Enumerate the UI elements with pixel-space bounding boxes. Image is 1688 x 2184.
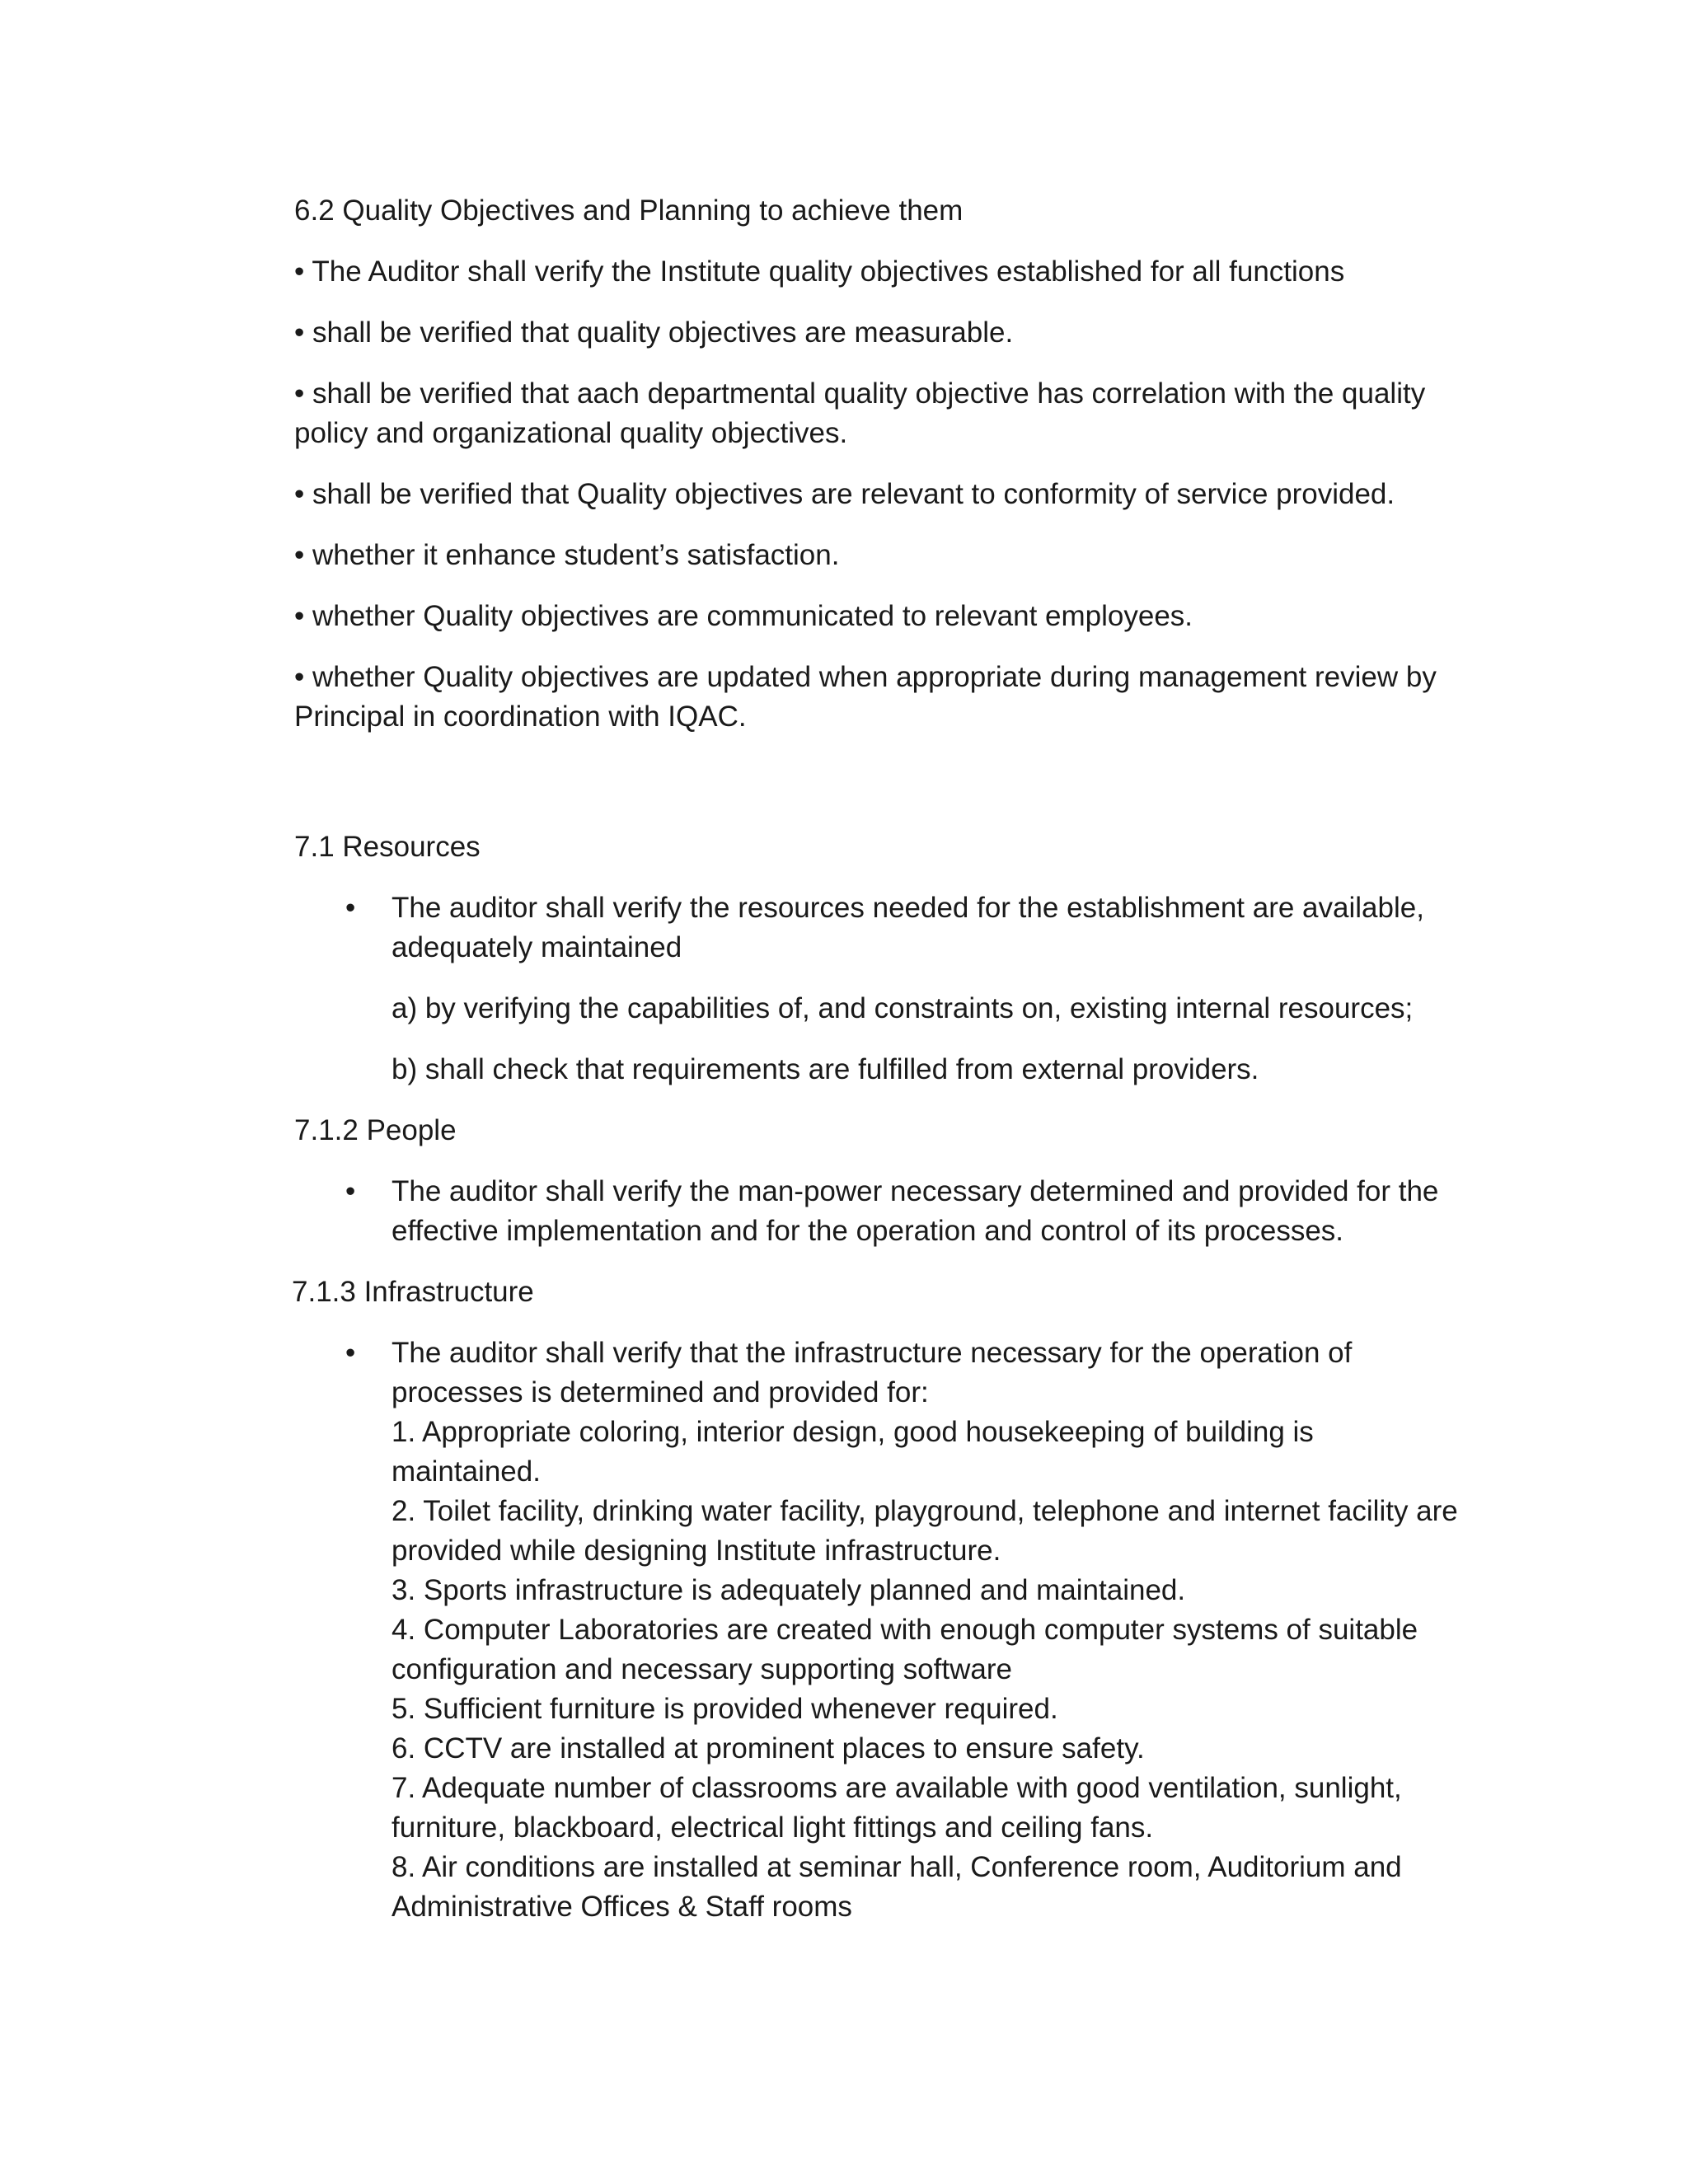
section-6-2-bullet-1: • The Auditor shall verify the Institute quality objectives established for all functions: [294, 255, 1345, 288]
section-6-2-bullet-7: • whether Quality objectives are updated when appropriate during management review by Principal in coordination with IQAC.: [294, 661, 1437, 733]
section-6-2-bullet-2: • shall be verified that quality objectives are measurable.: [294, 316, 1014, 349]
section-7-1-2-bullet-text: The auditor shall verify the man-power necessary determined and provided for the effective implementation and for the operation and control of its processes.: [392, 1175, 1439, 1247]
section-7-1-heading: 7.1 Resources: [294, 831, 481, 863]
list-item: [294, 888, 1465, 968]
infrastructure-item-2: 2. Toilet facility, drinking water facility, playground, telephone and internet facility are provided while designing Institute infrastructure.: [392, 1495, 1458, 1567]
bullet-icon: •: [345, 1175, 356, 1207]
section-6-2-heading: 6.2 Quality Objectives and Planning to achieve them: [294, 194, 964, 227]
section-7-1-2-list: [294, 1172, 1465, 1251]
infrastructure-item-6: 6. CCTV are installed at prominent places to ensure safety.: [392, 1732, 1145, 1765]
infrastructure-item-3: 3. Sports infrastructure is adequately planned and maintained.: [392, 1574, 1186, 1606]
section-7-1-bullet-text: The auditor shall verify the resources needed for the establishment are available, adequately maintained: [392, 892, 1424, 963]
bullet-icon: •: [345, 1337, 356, 1369]
infrastructure-item-7: 7. Adequate number of classrooms are available with good ventilation, sunlight, furniture, blackboard, electrical light fittings and ceiling fans.: [392, 1772, 1402, 1844]
section-7-1-sub-a: a) by verifying the capabilities of, and constraints on, existing internal resources;: [392, 992, 1414, 1024]
section-6-2-bullet-6: • whether Quality objectives are communicated to relevant employees.: [294, 600, 1193, 632]
section-7-1-sub-b: b) shall check that requirements are fulfilled from external providers.: [392, 1053, 1259, 1085]
infrastructure-item-5: 5. Sufficient furniture is provided whenever required.: [392, 1693, 1058, 1725]
section-7-1-2-heading: 7.1.2 People: [294, 1114, 457, 1146]
section-7-1-3-list: [294, 1333, 1465, 1927]
section-6-2-bullet-3: • shall be verified that aach departmental quality objective has correlation with the quality policy and organizational quality objectives.: [294, 377, 1426, 449]
list-item: [294, 1333, 1465, 1927]
bullet-icon: •: [345, 892, 356, 924]
list-item: [294, 1172, 1465, 1251]
section-7-1-3-heading: 7.1.3 Infrastructure: [292, 1276, 534, 1308]
section-7-1-list: [294, 888, 1465, 968]
section-7-1-3-bullet-text: The auditor shall verify that the infrastructure necessary for the operation of processes is determined and provided for:: [392, 1337, 1353, 1408]
infrastructure-item-1: 1. Appropriate coloring, interior design, good housekeeping of building is maintained.: [392, 1416, 1314, 1488]
infrastructure-item-8: 8. Air conditions are installed at seminar hall, Conference room, Auditorium and Administrative Offices & Staff rooms: [392, 1851, 1402, 1923]
infrastructure-item-4: 4. Computer Laboratories are created with enough computer systems of suitable configuration and necessary supporting software: [392, 1614, 1418, 1685]
section-6-2-bullet-5: • whether it enhance student’s satisfaction.: [294, 539, 840, 571]
section-6-2-bullet-4: • shall be verified that Quality objectives are relevant to conformity of service provided.: [294, 478, 1395, 510]
